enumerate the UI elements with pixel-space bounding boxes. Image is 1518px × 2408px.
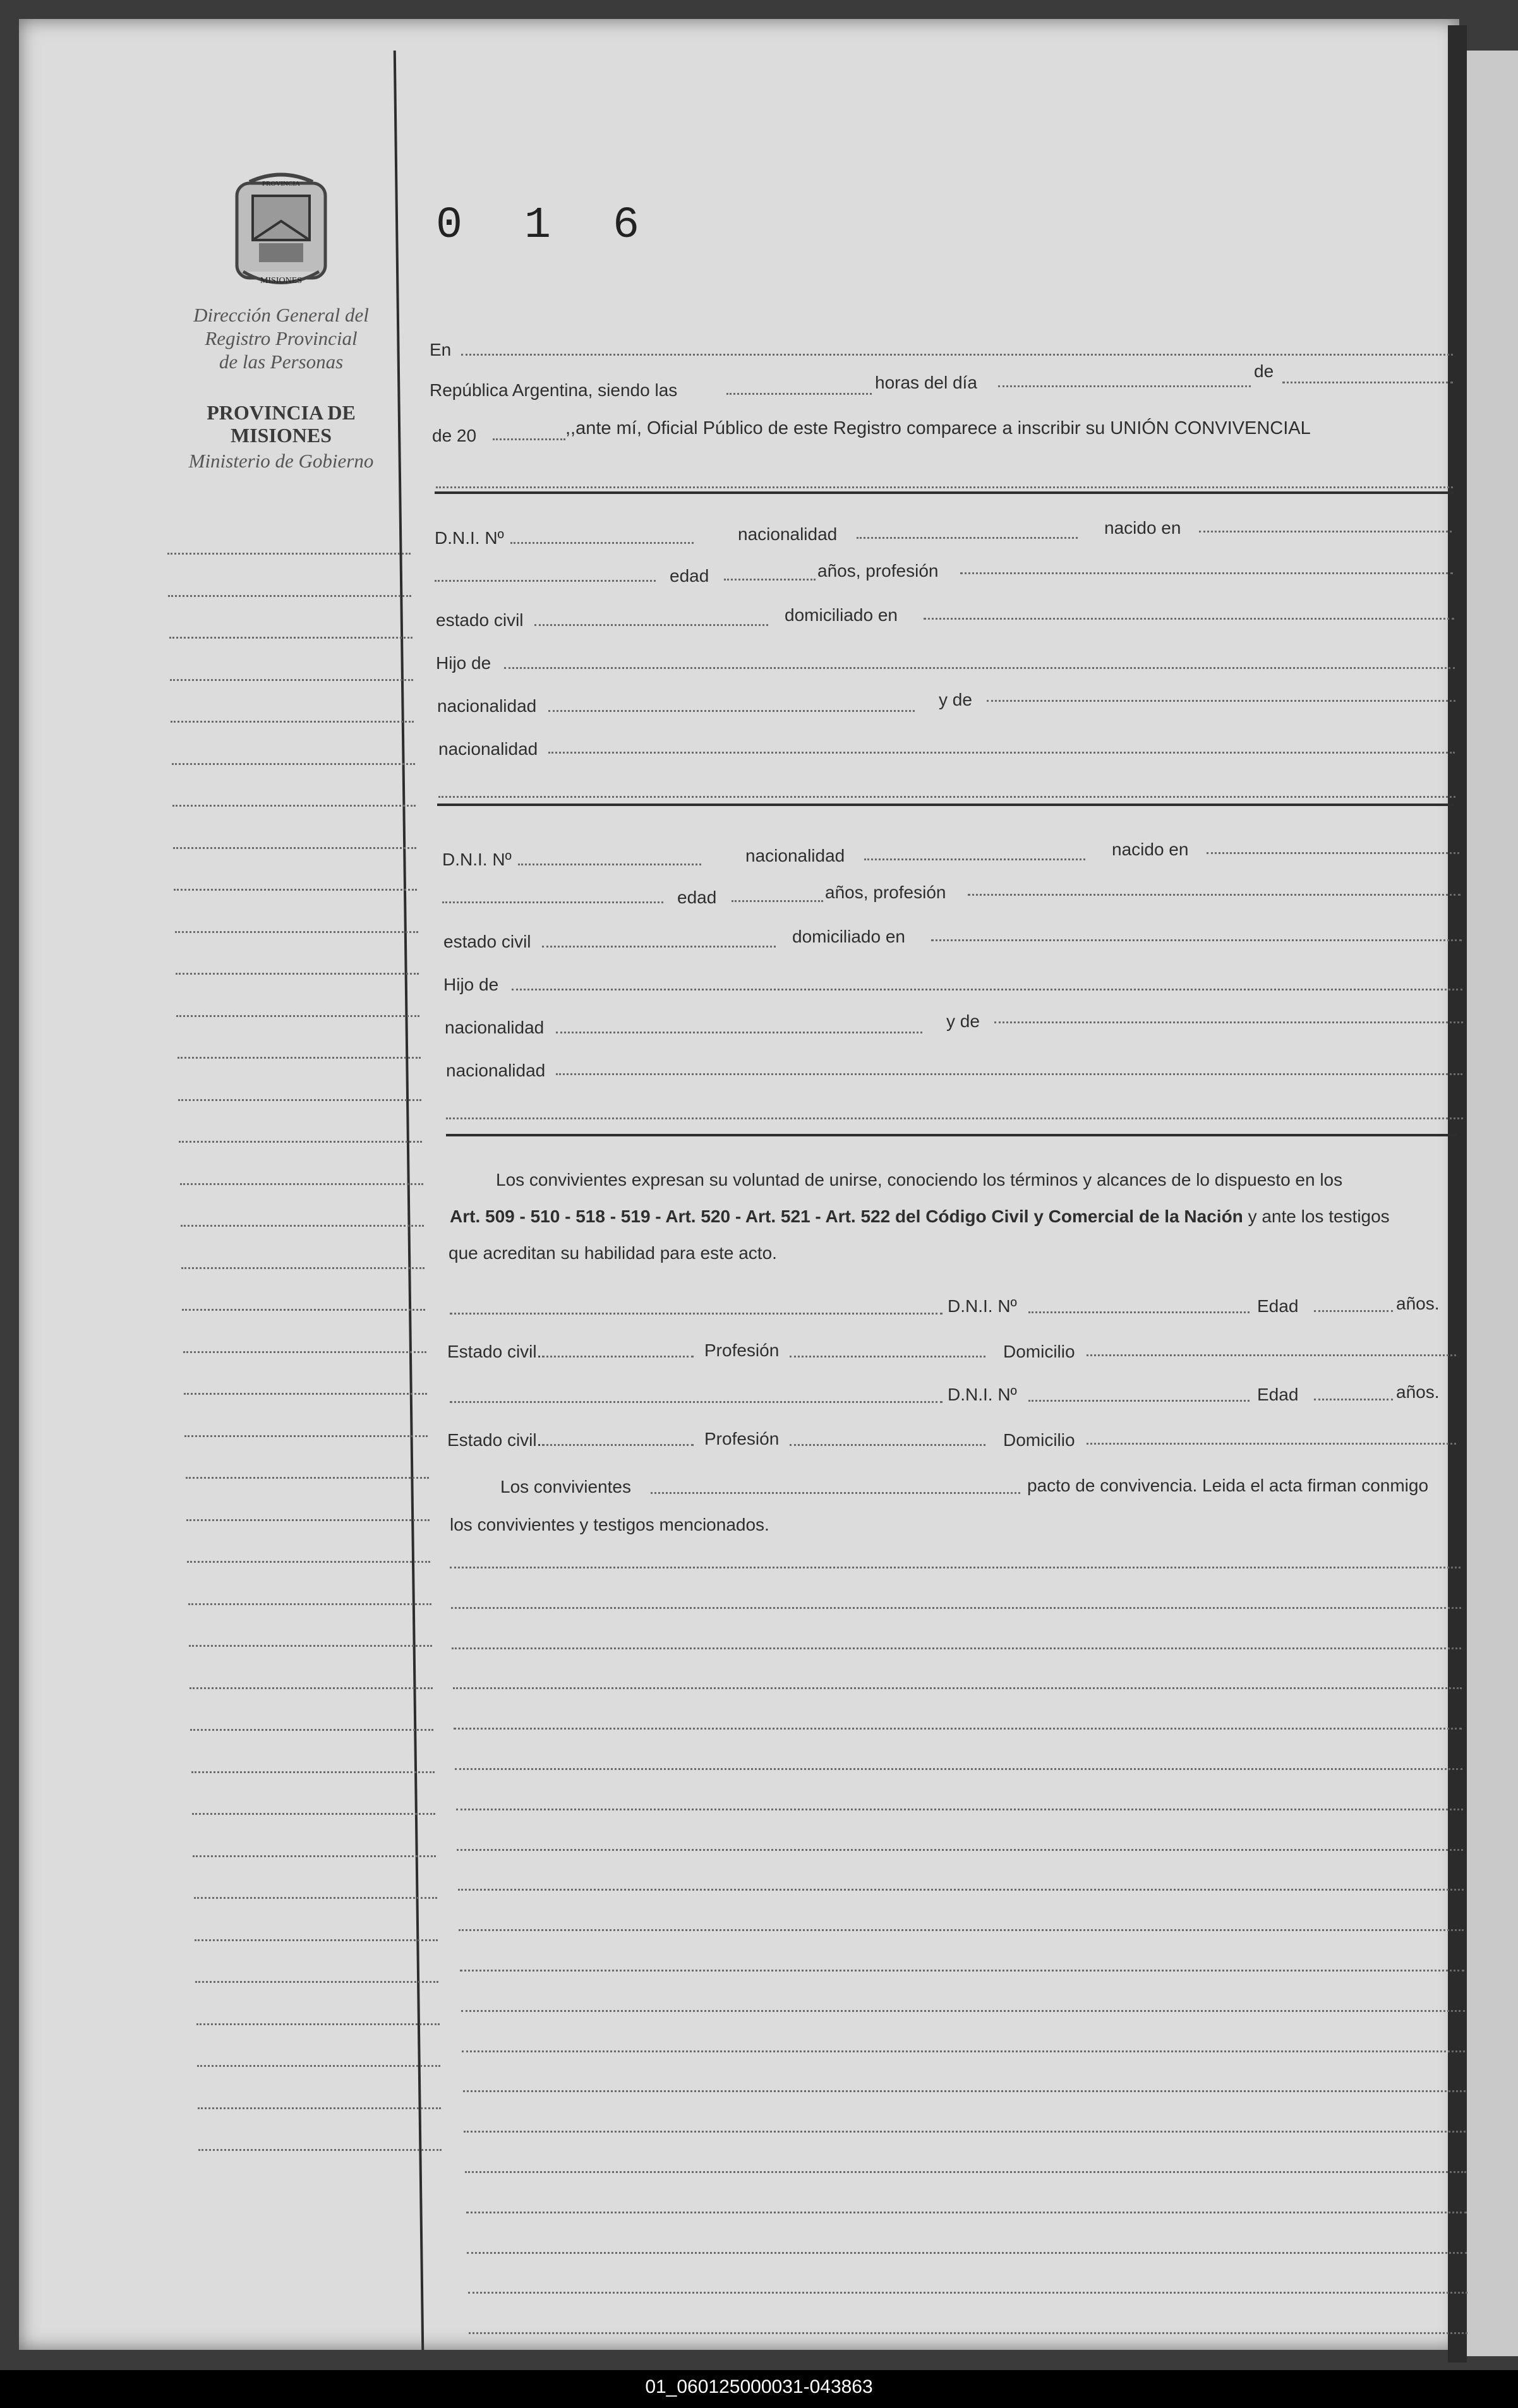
field-en[interactable] — [461, 354, 1453, 356]
witness-2-domicilio-field[interactable] — [1087, 1443, 1456, 1445]
acta-body-line[interactable] — [455, 1768, 1462, 1770]
party-1-anos-profesion-label: años, profesión — [817, 561, 939, 581]
margin-note-line[interactable] — [167, 553, 411, 555]
party-2-domiciliado-label: domiciliado en — [792, 927, 905, 946]
party-1-nacionalidad-padre-field[interactable] — [548, 710, 915, 712]
party-2-anos-profesion-label: años, profesión — [825, 882, 946, 902]
party-2-nacionalidad-madre-label: nacionalidad — [446, 1061, 546, 1080]
province-line-2: MISIONES — [230, 424, 332, 447]
acta-body-line[interactable] — [466, 2212, 1467, 2213]
party-2-observaciones-field[interactable] — [446, 1117, 1463, 1119]
field-intro-extra[interactable] — [436, 486, 1453, 488]
label-de20: de 20 — [432, 426, 477, 445]
margin-note-line[interactable] — [170, 679, 413, 681]
margin-note-line[interactable] — [195, 1939, 438, 1941]
party-1-dni-field[interactable] — [510, 542, 694, 544]
party-2-madre-field[interactable] — [994, 1021, 1463, 1023]
acta-body-line[interactable] — [461, 2010, 1465, 2012]
margin-note-line[interactable] — [193, 1855, 436, 1857]
record-number: 0 1 6 — [436, 201, 658, 251]
declaration-line-2-rest: y ante los testigos — [1248, 1207, 1390, 1226]
party-2-hijo-label: Hijo de — [443, 975, 499, 994]
margin-note-line[interactable] — [198, 2149, 442, 2151]
acta-body-line[interactable] — [452, 1647, 1461, 1649]
margin-note-line[interactable] — [176, 973, 419, 975]
margin-note-line[interactable] — [183, 1351, 426, 1353]
acta-body-line[interactable] — [460, 1970, 1464, 1972]
acta-body-line[interactable] — [454, 1728, 1462, 1730]
declaration-line-1: Los convivientes expresan su voluntad de unirse, conociendo los términos y alcances de lo dispuesto en los — [496, 1170, 1343, 1189]
issuing-office — [171, 303, 392, 373]
margin-note-line[interactable] — [189, 1645, 432, 1647]
field-mes[interactable] — [1282, 382, 1453, 383]
party-2-profesion-field[interactable] — [968, 894, 1461, 896]
acta-body-line[interactable] — [468, 2292, 1467, 2294]
label-republica: República Argentina, siendo las — [430, 380, 678, 400]
margin-note-line[interactable] — [195, 1981, 438, 1983]
org-line-3: de las Personas — [219, 351, 344, 373]
party-2-nacionalidad-label: nacionalidad — [745, 846, 845, 865]
party-1-nacionalidad-madre-field[interactable] — [548, 752, 1455, 754]
party-2-nacido-label: nacido en — [1112, 840, 1189, 859]
party-1-nacido-field[interactable] — [1199, 531, 1452, 533]
margin-note-line[interactable] — [171, 721, 414, 723]
party-1-domiciliado-label: domiciliado en — [785, 605, 898, 625]
witness-1-profesion-field[interactable] — [790, 1356, 985, 1358]
party-2-nacido-field[interactable] — [1207, 852, 1459, 854]
witness-2-name-field[interactable] — [450, 1401, 943, 1403]
party-2-yde-label: y de — [946, 1011, 980, 1031]
party-2-nacionalidad-padre-field[interactable] — [556, 1032, 922, 1033]
margin-note-line[interactable] — [182, 1309, 425, 1311]
margin-note-line[interactable] — [173, 847, 416, 849]
declaration-line-3: que acreditan su habilidad para este acto. — [449, 1243, 777, 1263]
margin-note-line[interactable] — [184, 1393, 427, 1395]
margin-note-line[interactable] — [187, 1561, 430, 1563]
witness-1-dni-label: D.N.I. Nº — [948, 1296, 1017, 1316]
party-1-nacionalidad-padre-label: nacionalidad — [437, 696, 537, 716]
party-2-padre-field[interactable] — [512, 989, 1462, 990]
party-2-dni-field[interactable] — [518, 864, 701, 865]
margin-note-line[interactable] — [186, 1519, 430, 1521]
margin-note-line[interactable] — [181, 1267, 425, 1269]
margin-note-line[interactable] — [197, 2065, 440, 2067]
witness-2-dni-field[interactable] — [1028, 1400, 1250, 1402]
acta-body-line[interactable] — [456, 1809, 1463, 1810]
margin-note-line[interactable] — [194, 1897, 437, 1899]
field-hora[interactable] — [726, 393, 872, 395]
witness-1-name-field[interactable] — [450, 1313, 943, 1315]
scan-file-id: 01_060125000031-043863 — [645, 2376, 873, 2397]
declaration-articles: Art. 509 - 510 - 518 - 519 - Art. 520 - Art. 521 - Art. 522 del Código Civil y Comercial de la Nación — [450, 1207, 1243, 1226]
acta-body-line[interactable] — [467, 2252, 1467, 2254]
party-1-nacionalidad-field[interactable] — [857, 537, 1078, 539]
acta-body-line[interactable] — [450, 1567, 1461, 1568]
witness-1-profesion-label: Profesión — [704, 1340, 780, 1360]
closing-pacto: pacto de convivencia. Leida el acta firman conmigo — [1027, 1476, 1429, 1495]
party-1-nacionalidad-label: nacionalidad — [738, 524, 838, 544]
party-1-edad-field[interactable] — [724, 579, 816, 581]
party-1-nombre-field[interactable] — [435, 580, 656, 582]
witness-2-edad-field[interactable] — [1314, 1399, 1393, 1400]
margin-note-line[interactable] — [191, 1771, 435, 1773]
party-2-edad-label: edad — [677, 888, 717, 907]
margin-note-line[interactable] — [188, 1603, 431, 1605]
party-1-nacido-label: nacido en — [1104, 518, 1181, 538]
acta-body-line[interactable] — [462, 2050, 1465, 2052]
field-anio[interactable] — [493, 438, 565, 440]
label-en: En — [430, 340, 452, 359]
party-2-domicilio-field[interactable] — [931, 939, 1462, 941]
next-page-edge — [1459, 51, 1518, 2356]
margin-note-line[interactable] — [186, 1477, 429, 1479]
witness-2-domicilio-label: Domicilio — [1003, 1430, 1075, 1450]
witness-1-dni-field[interactable] — [1028, 1311, 1250, 1313]
witness-2-dni-label: D.N.I. Nº — [948, 1385, 1017, 1404]
margin-note-line[interactable] — [184, 1435, 428, 1437]
acta-body-line[interactable] — [457, 1849, 1463, 1851]
margin-note-line[interactable] — [176, 1015, 419, 1017]
acta-body-line[interactable] — [459, 1929, 1464, 1931]
witness-2-profesion-label: Profesión — [704, 1429, 780, 1448]
party-1-estado-civil-label: estado civil — [436, 610, 524, 630]
acta-body-line[interactable] — [458, 1889, 1464, 1891]
witness-2-estado-label: Estado civil. — [447, 1430, 542, 1450]
party-1-profesion-field[interactable] — [960, 572, 1453, 574]
closing-convivientes: Los convivientes — [500, 1477, 632, 1496]
section-divider-2 — [437, 804, 1454, 806]
witness-2-edad-label: Edad — [1257, 1385, 1299, 1404]
acta-body-line[interactable] — [453, 1687, 1462, 1689]
province-seal-icon — [231, 171, 332, 294]
ministry-name: Ministerio de Gobierno — [188, 450, 374, 472]
party-1-padre-field[interactable] — [504, 667, 1455, 669]
party-2-estado-civil-label: estado civil — [443, 932, 531, 951]
witness-2-anos-label: años. — [1396, 1382, 1440, 1402]
party-1-estado-civil-field[interactable] — [534, 624, 768, 626]
label-de: de — [1254, 361, 1274, 381]
page-shadow — [1448, 25, 1467, 2363]
margin-note-line[interactable] — [175, 931, 418, 933]
witness-2-profesion-field[interactable] — [790, 1444, 985, 1446]
margin-note-line[interactable] — [190, 1687, 433, 1689]
province-line-1: PROVINCIA DE — [207, 401, 356, 424]
party-1-nacionalidad-madre-label: nacionalidad — [438, 739, 538, 759]
witness-1-edad-field[interactable] — [1314, 1310, 1393, 1312]
section-divider-3 — [446, 1134, 1457, 1136]
acta-body-line[interactable] — [463, 2090, 1466, 2092]
margin-note-line[interactable] — [198, 2107, 441, 2109]
margin-note-line[interactable] — [178, 1057, 421, 1059]
party-2-nombre-field[interactable] — [442, 901, 663, 903]
margin-note-line[interactable] — [181, 1225, 424, 1227]
closing-field[interactable] — [651, 1492, 1020, 1494]
acta-body-line[interactable] — [464, 2131, 1466, 2133]
witness-1-estado-field[interactable] — [542, 1356, 694, 1358]
witness-1-estado-label: Estado civil. — [447, 1342, 542, 1361]
party-2-estado-civil-field[interactable] — [542, 946, 776, 948]
label-ante: ,,ante mí, Oficial Público de este Registro comparece a inscribir su UNIÓN CONVIVENCIAL — [565, 418, 1311, 438]
declaration-line-2 — [450, 1207, 1390, 1227]
witness-1-domicilio-label: Domicilio — [1003, 1342, 1075, 1361]
section-divider-1 — [435, 491, 1454, 494]
margin-note-line[interactable] — [172, 805, 416, 807]
margin-note-line[interactable] — [169, 637, 413, 639]
acta-body-line[interactable] — [451, 1607, 1461, 1609]
margin-note-line[interactable] — [168, 595, 411, 597]
org-line-2: Registro Provincial — [205, 327, 358, 349]
field-dia[interactable] — [998, 385, 1251, 387]
party-2-nacionalidad-field[interactable] — [864, 858, 1085, 860]
party-2-edad-field[interactable] — [732, 900, 823, 902]
witness-1-domicilio-field[interactable] — [1087, 1354, 1456, 1356]
margin-note-line[interactable] — [180, 1183, 423, 1185]
party-2-nacionalidad-padre-label: nacionalidad — [445, 1018, 545, 1037]
witness-1-anos-label: años. — [1396, 1294, 1440, 1313]
margin-note-line[interactable] — [174, 889, 417, 891]
party-1-observaciones-field[interactable] — [438, 796, 1455, 798]
party-1-edad-label: edad — [670, 566, 709, 586]
party-1-madre-field[interactable] — [987, 700, 1455, 702]
org-line-1: Dirección General del — [193, 304, 369, 326]
margin-note-line[interactable] — [196, 2023, 440, 2025]
seal-top-text: PROVINCIA — [262, 180, 300, 188]
seal-bottom-text: MISIONES — [260, 276, 303, 286]
witness-2-estado-field[interactable] — [542, 1444, 694, 1446]
margin-note-line[interactable] — [172, 763, 415, 765]
margin-note-line[interactable] — [190, 1729, 433, 1731]
margin-note-line[interactable] — [179, 1141, 422, 1143]
margin-note-line[interactable] — [178, 1099, 421, 1101]
party-2-dni-label: D.N.I. Nº — [442, 850, 512, 869]
label-horas: horas del día — [875, 373, 977, 392]
margin-note-line[interactable] — [192, 1813, 435, 1815]
party-1-yde-label: y de — [939, 690, 972, 709]
acta-body-line[interactable] — [469, 2332, 1467, 2334]
witness-1-edad-label: Edad — [1257, 1296, 1299, 1316]
party-1-hijo-label: Hijo de — [436, 653, 491, 673]
party-1-dni-label: D.N.I. Nº — [435, 528, 504, 548]
party-1-domicilio-field[interactable] — [924, 618, 1454, 620]
acta-body-line[interactable] — [465, 2171, 1466, 2173]
party-2-nacionalidad-madre-field[interactable] — [556, 1073, 1462, 1075]
province-name — [171, 401, 392, 447]
closing-line-2: los convivientes y testigos mencionados. — [450, 1515, 769, 1534]
